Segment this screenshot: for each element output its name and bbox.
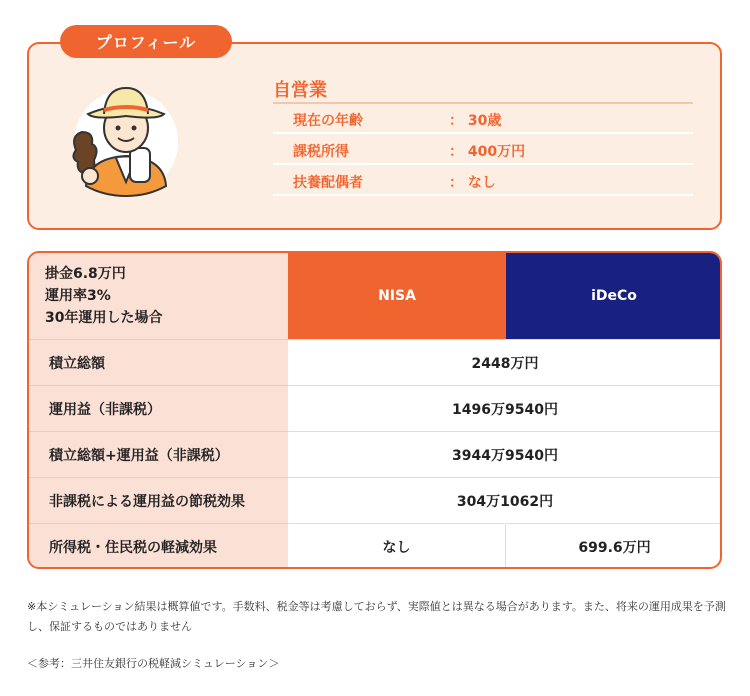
column-header-ideco: iDeCo xyxy=(506,253,722,339)
profile-value: ： 30歳 xyxy=(449,113,502,129)
profile-value: ： 400万円 xyxy=(449,144,526,160)
profile-tab: プロフィール xyxy=(60,25,232,58)
condition-line: 30年運用した場合 xyxy=(45,310,163,326)
column-header-nisa: NISA xyxy=(288,253,506,339)
row-value: 3944万9540円 xyxy=(288,431,722,477)
table-condition-header xyxy=(29,253,288,339)
row-label: 積立総額 xyxy=(29,339,288,385)
profile-label: 扶養配偶者 xyxy=(293,175,363,191)
farmer-avatar-icon xyxy=(68,86,184,198)
profile-row-income xyxy=(273,135,693,165)
row-label: 所得税・住民税の軽減効果 xyxy=(29,523,288,569)
profile-value: ： なし xyxy=(449,175,496,191)
profile-label: 課税所得 xyxy=(293,144,349,160)
profile-row-age xyxy=(273,104,693,134)
condition-line: 運用率3% xyxy=(45,288,111,304)
column-divider xyxy=(505,524,506,569)
row-value-ideco: 699.6万円 xyxy=(506,523,722,569)
row-value-nisa: なし xyxy=(288,523,505,569)
profile-row-spouse xyxy=(273,166,693,196)
row-label: 積立総額+運用益（非課税） xyxy=(29,431,288,477)
disclaimer-note: ※本シミュレーション結果は概算値です。手数料、税金等は考慮しておらず、実際値とは異なる場合があります。また、将来の運用成果を予測し、保証するものではありません xyxy=(27,600,726,633)
condition-line: 掛金6.8万円 xyxy=(45,266,126,282)
row-label: 運用益（非課税） xyxy=(29,385,288,431)
reference-note: ＜参考：三井住友銀行の税軽減シミュレーション＞ xyxy=(27,657,280,670)
row-label: 非課税による運用益の節税効果 xyxy=(29,477,288,523)
profile-label: 現在の年齢 xyxy=(293,113,363,129)
comparison-table xyxy=(27,251,722,569)
row-value: 1496万9540円 xyxy=(288,385,722,431)
occupation-title: 自営業 xyxy=(273,80,327,101)
row-value: 2448万円 xyxy=(288,339,722,385)
row-value: 304万1062円 xyxy=(288,477,722,523)
